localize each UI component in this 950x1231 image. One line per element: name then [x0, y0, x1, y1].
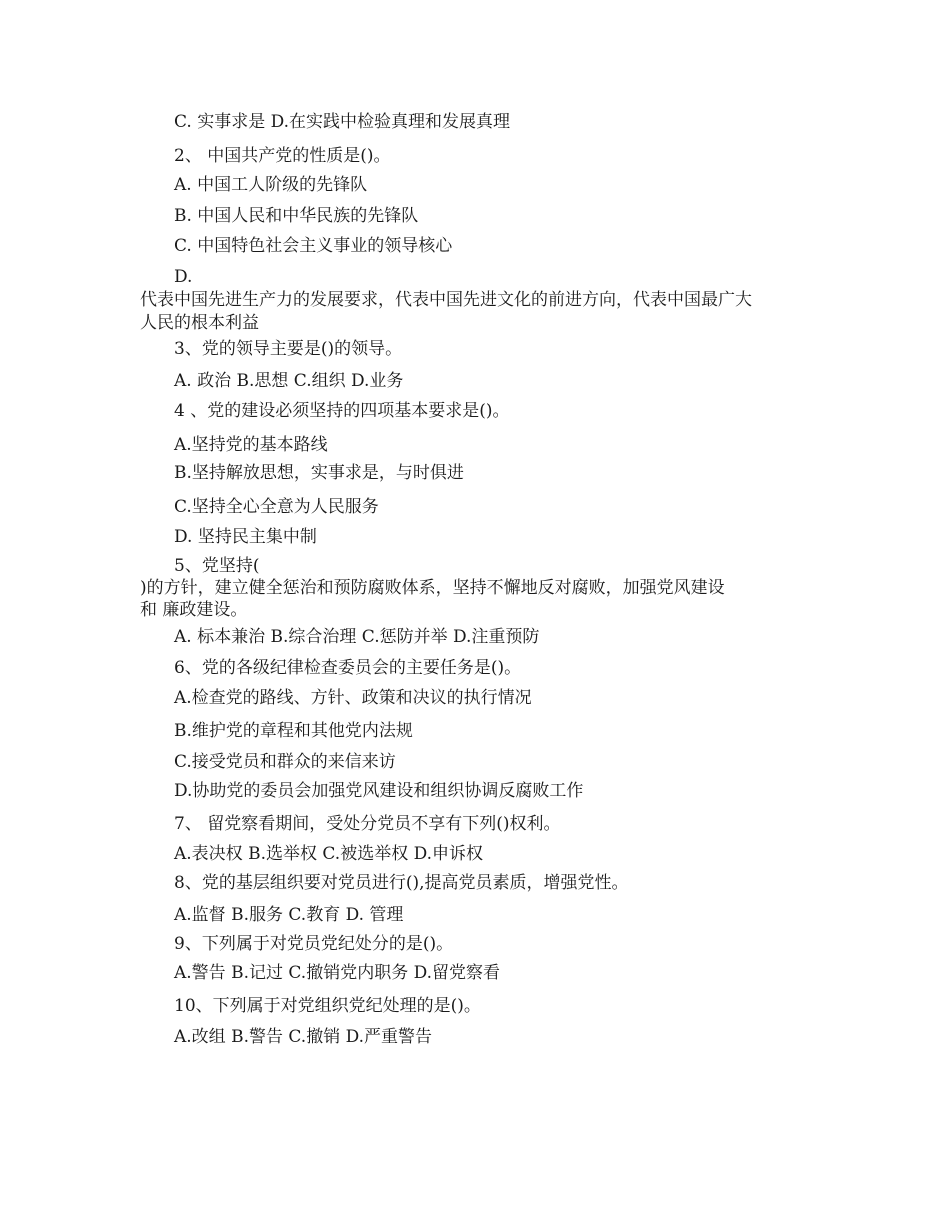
option-line: C. 实事求是 D.在实践中检验真理和发展真理: [174, 112, 511, 132]
question-line: 10、下列属于对党组织党纪处理的是()。: [174, 996, 481, 1016]
option-line: C. 中国特色社会主义事业的领导核心: [174, 236, 453, 256]
option-line: D.: [174, 267, 193, 287]
option-line: B.维护党的章程和其他党内法规: [174, 721, 413, 741]
option-line: A. 政治 B.思想 C.组织 D.业务: [174, 371, 404, 391]
option-line: D. 坚持民主集中制: [174, 527, 317, 547]
option-line: C.接受党员和群众的来信来访: [174, 752, 396, 772]
option-line: B.坚持解放思想，实事求是，与时俱进: [174, 463, 464, 483]
question-text-line: 和 廉政建设。: [140, 600, 248, 620]
option-line: D.协助党的委员会加强党风建设和组织协调反腐败工作: [174, 781, 584, 801]
question-line: 4 、党的建设必须坚持的四项基本要求是()。: [174, 401, 510, 421]
option-line: A. 中国工人阶级的先锋队: [174, 175, 368, 195]
question-line: 6、党的各级纪律检查委员会的主要任务是()。: [174, 658, 522, 678]
option-line: A.警告 B.记过 C.撤销党内职务 D.留党察看: [174, 963, 501, 983]
question-line: 7、 留党察看期间，受处分党员不享有下列()权利。: [174, 814, 561, 834]
question-line: 3、党的领导主要是()的领导。: [174, 339, 403, 359]
option-line: A.检查党的路线、方针、政策和决议的执行情况: [174, 688, 532, 708]
question-line: 8、党的基层组织要对党员进行(),提高党员素质，增强党性。: [174, 873, 629, 893]
option-line: A.监督 B.服务 C.教育 D. 管理: [174, 905, 404, 925]
option-line: A.表决权 B.选举权 C.被选举权 D.申诉权: [174, 844, 484, 864]
question-line: 9、下列属于对党员党纪处分的是()。: [174, 934, 454, 954]
option-line: A.坚持党的基本路线: [174, 435, 328, 455]
option-text-line: 代表中国先进生产力的发展要求，代表中国先进文化的前进方向，代表中国最广大: [140, 290, 752, 310]
option-line: C.坚持全心全意为人民服务: [174, 497, 379, 517]
question-line: 2、 中国共产党的性质是()。: [174, 146, 391, 166]
option-line: A.改组 B.警告 C.撤销 D.严重警告: [174, 1027, 433, 1047]
question-text-line: )的方针，建立健全惩治和预防腐败体系，坚持不懈地反对腐败，加强党风建设: [140, 578, 725, 598]
option-line: A. 标本兼治 B.综合治理 C.惩防并举 D.注重预防: [174, 627, 540, 647]
option-line: B. 中国人民和中华民族的先锋队: [174, 206, 419, 226]
question-line: 5、党坚持(: [174, 556, 260, 576]
option-text-line: 人民的根本利益: [140, 313, 259, 333]
